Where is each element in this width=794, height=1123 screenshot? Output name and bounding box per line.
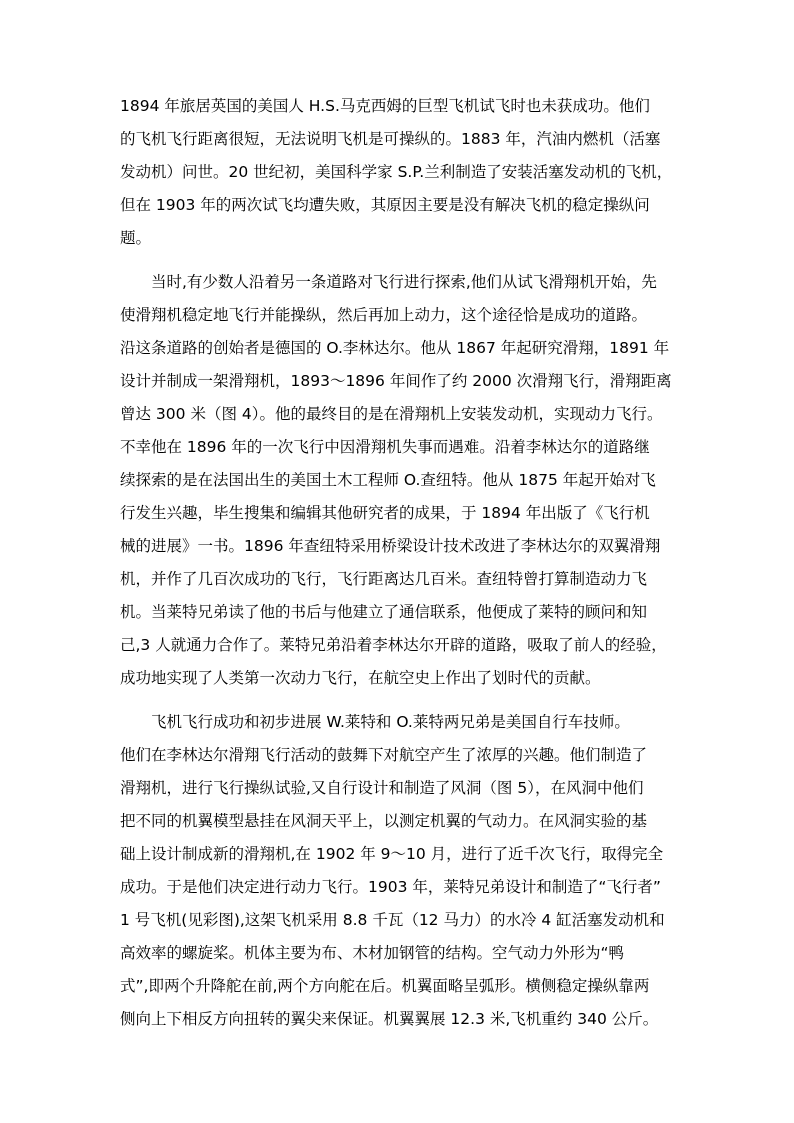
text-line: 续探索的是在法国出生的美国土木工程师 O.查纽特。他从 1875 年起开始对飞 bbox=[120, 471, 656, 489]
text-line: 沿这条道路的创始者是德国的 O.李林达尔。他从 1867 年起研究滑翔，1891 年 bbox=[120, 339, 670, 357]
text-line: 设计并制成一架滑翔机，1893～1896 年间作了约 2000 次滑翔飞行，滑翔距离 bbox=[120, 372, 672, 390]
text-line: 题。 bbox=[120, 229, 152, 247]
text-line: 机，并作了几百次成功的飞行，飞行距离达几百米。查纽特曾打算制造动力飞 bbox=[120, 570, 648, 588]
text-line: 行发生兴趣，毕生搜集和编辑其他研究者的成果，于 1894 年出版了《飞行机 bbox=[120, 504, 650, 522]
text-line: 机。当莱特兄弟读了他的书后与他建立了通信联系，他便成了莱特的顾问和知 bbox=[120, 603, 648, 621]
text-line: 1894 年旅居英国的美国人 H.S.马克西姆的巨型飞机试飞时也未获成功。他们 bbox=[120, 97, 650, 115]
text-line: 的飞机飞行距离很短，无法说明飞机是可操纵的。1883 年，汽油内燃机（活塞 bbox=[120, 130, 661, 148]
text-line: 械的进展》一书。1896 年查纽特采用桥梁设计技术改进了李林达尔的双翼滑翔 bbox=[120, 537, 661, 555]
text-line: 不幸他在 1896 年的一次飞行中因滑翔机失事而遇难。沿着李林达尔的道路继 bbox=[120, 438, 650, 456]
text-line: 高效率的螺旋桨。机体主要为布、木材加钢管的结构。空气动力外形为“鸭 bbox=[120, 944, 625, 962]
text-line: 发动机）问世。20 世纪初，美国科学家 S.P.兰利制造了安装活塞发动机的飞机， bbox=[120, 163, 673, 181]
text-line: 侧向上下相反方向扭转的翼尖来保证。机翼翼展 12.3 米,飞机重约 340 公斤。 bbox=[120, 1010, 659, 1028]
text-line: 把不同的机翼模型悬挂在风洞天平上，以测定机翼的气动力。在风洞实验的基 bbox=[120, 812, 648, 830]
text-line: 己,3 人就通力合作了。莱特兄弟沿着李林达尔开辟的道路，吸取了前人的经验， bbox=[120, 636, 667, 654]
text-line: 使滑翔机稳定地飞行并能操纵，然后再加上动力，这个途径恰是成功的道路。 bbox=[120, 306, 648, 324]
text-line: 1 号飞机(见彩图),这架飞机采用 8.8 千瓦（12 马力）的水冷 4 缸活塞发动机和 bbox=[120, 911, 665, 929]
text-line: 滑翔机，进行飞行操纵试验,又自行设计和制造了风洞（图 5），在风洞中他们 bbox=[120, 779, 644, 797]
text-line: 但在 1903 年的两次试飞均遭失败，其原因主要是没有解决飞机的稳定操纵问 bbox=[120, 196, 650, 214]
text-line: 成功地实现了人类第一次动力飞行，在航空史上作出了划时代的贡献。 bbox=[120, 669, 601, 687]
text-line: 曾达 300 米（图 4）。他的最终目的是在滑翔机上安装发动机，实现动力飞行。 bbox=[120, 405, 663, 423]
text-line: 他们在李林达尔滑翔飞行活动的鼓舞下对航空产生了浓厚的兴趣。他们制造了 bbox=[120, 746, 648, 764]
text-line: 当时,有少数人沿着另一条道路对飞行进行探索,他们从试飞滑翔机开始，先 bbox=[151, 273, 657, 291]
text-line: 飞机飞行成功和初步进展 W.莱特和 O.莱特两兄弟是美国自行车技师。 bbox=[151, 713, 630, 731]
text-line: 成功。于是他们决定进行动力飞行。1903 年，莱特兄弟设计和制造了“飞行者” bbox=[120, 878, 661, 896]
text-line: 础上设计制成新的滑翔机,在 1902 年 9～10 月，进行了近千次飞行，取得完全 bbox=[120, 845, 664, 863]
text-line: 式”,即两个升降舵在前,两个方向舵在后。机翼面略呈弧形。横侧稳定操纵靠两 bbox=[120, 977, 650, 995]
